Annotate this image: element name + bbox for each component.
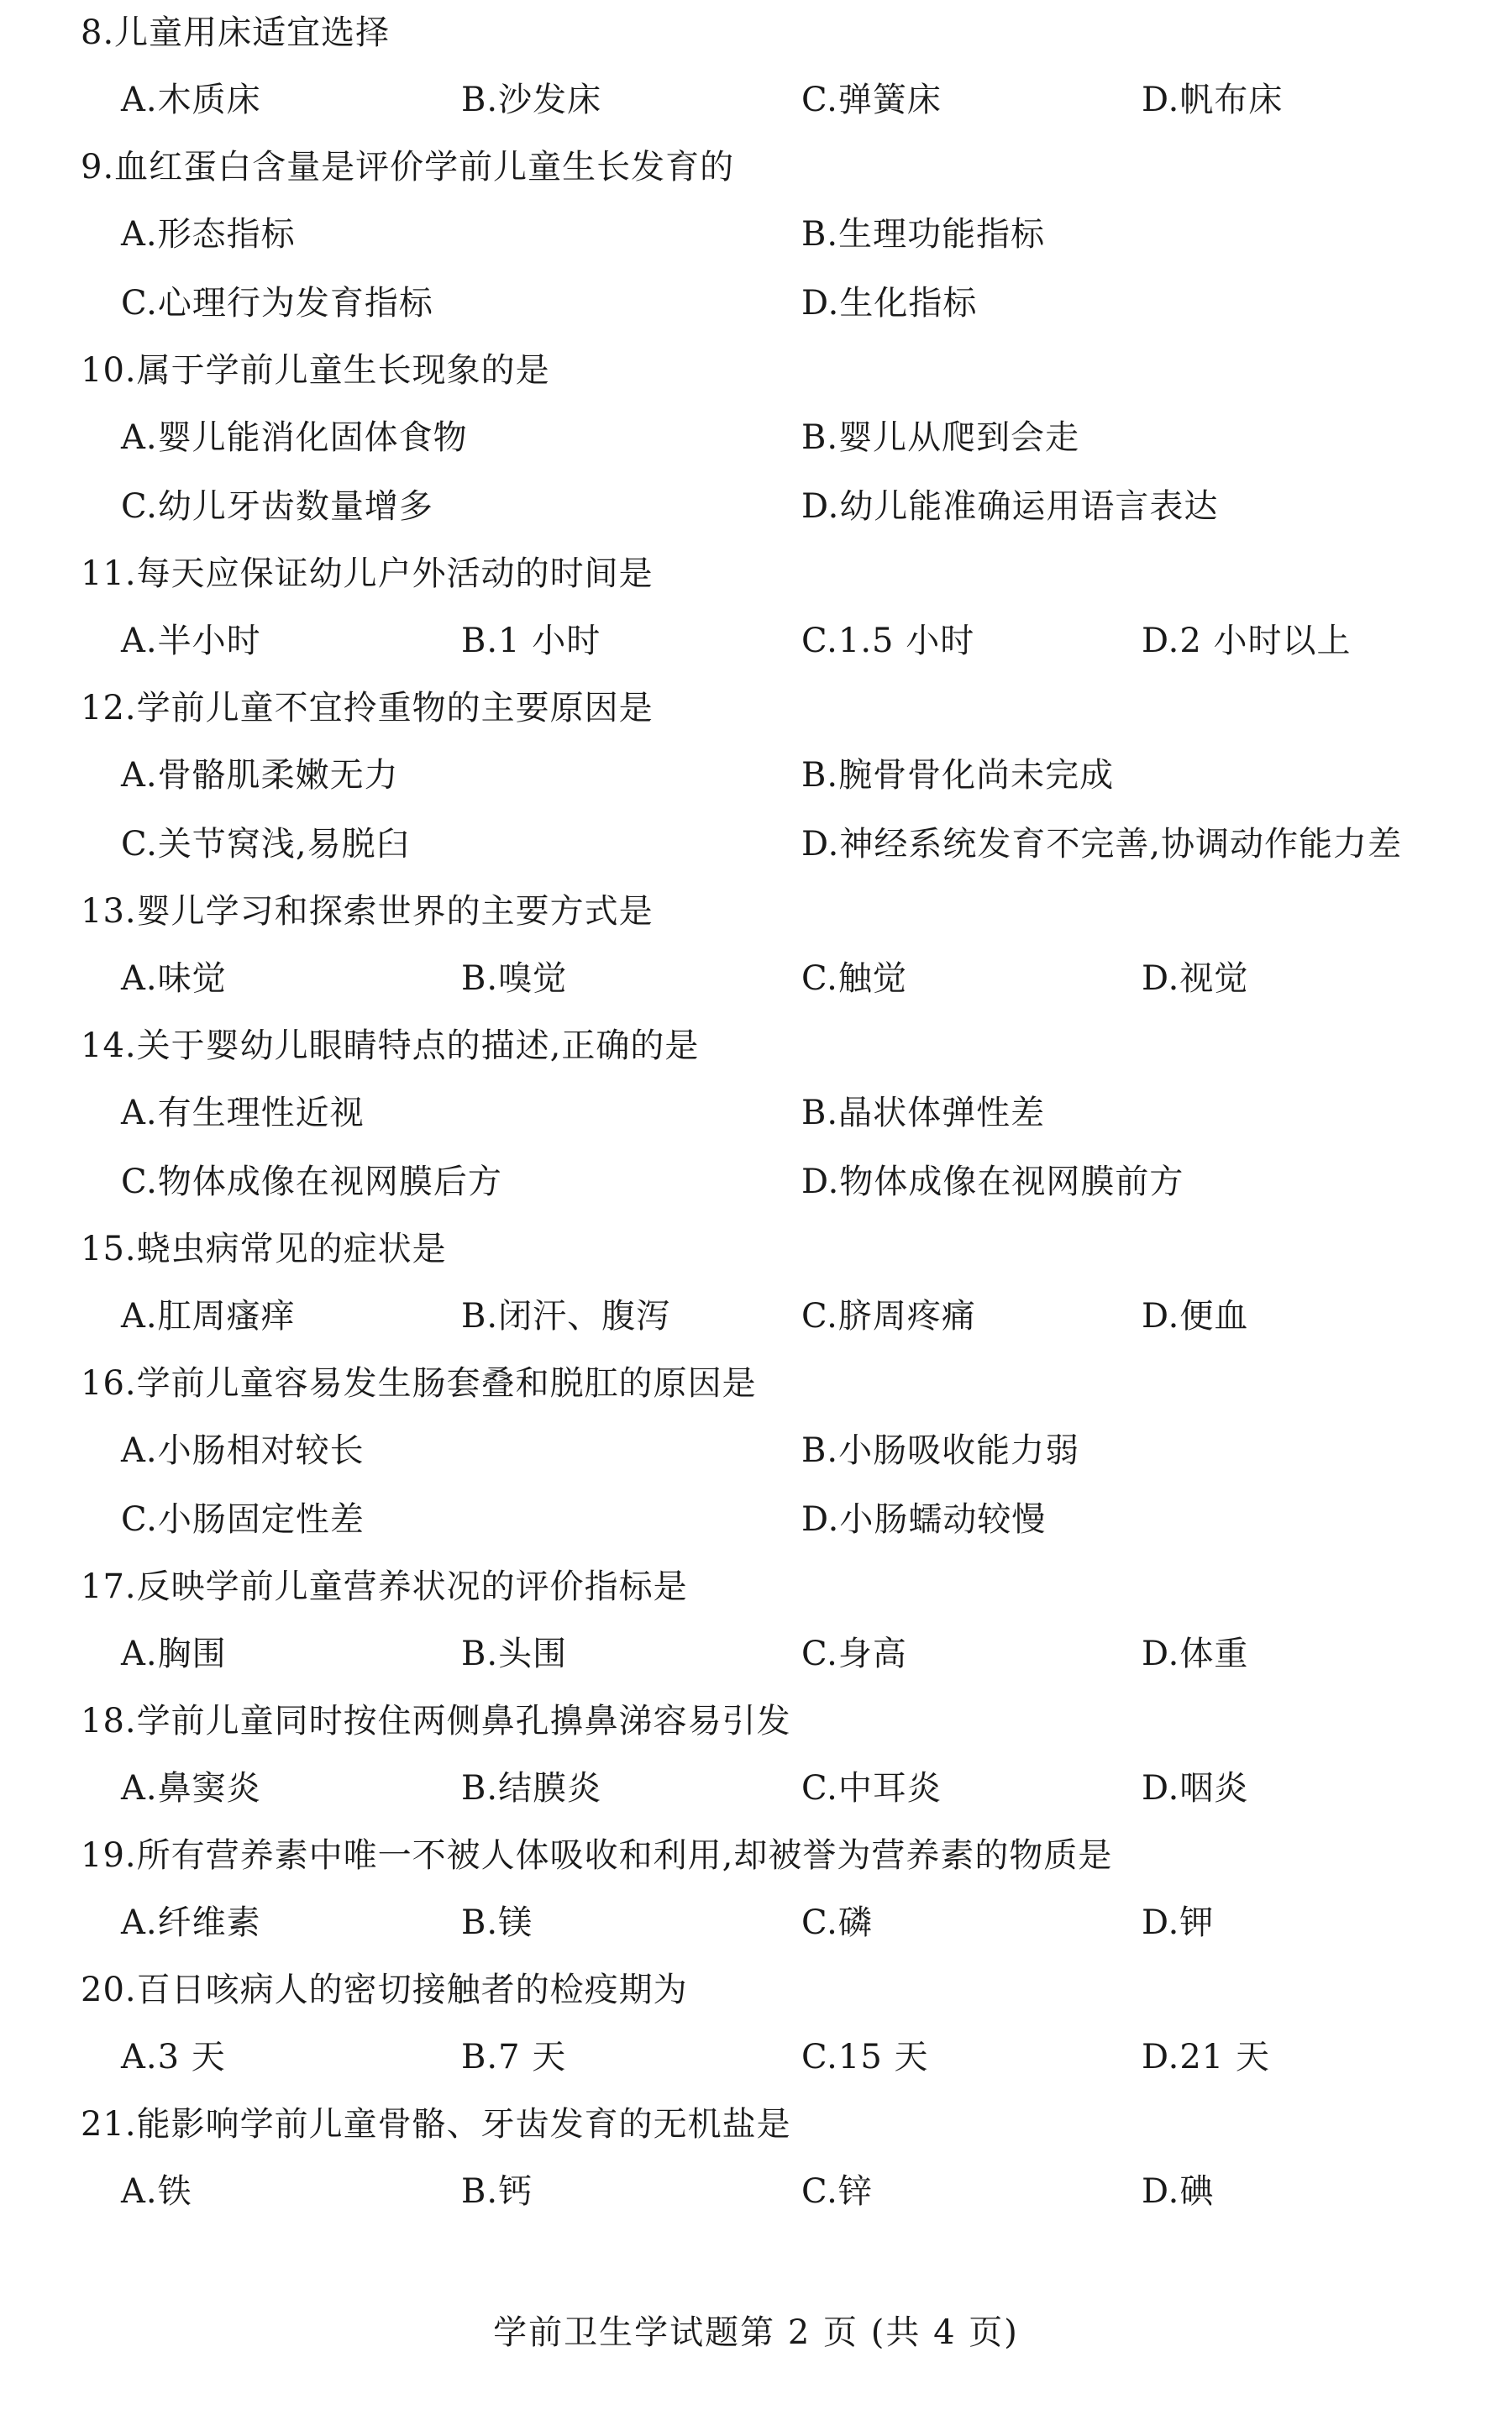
answer-option: C.1.5 小时: [801, 622, 975, 660]
option-group: [81, 1079, 1441, 1216]
answer-option: D.物体成像在视网膜前方: [801, 1163, 1184, 1201]
question-stem: 17.反映学前儿童营养状况的评价指标是: [81, 1567, 688, 1606]
question-stem: 13.婴儿学习和探索世界的主要方式是: [81, 892, 654, 931]
answer-option: B.闭汗、腹泻: [461, 1297, 671, 1336]
answer-option: A.形态指标: [121, 215, 296, 254]
option-group: [81, 1620, 1441, 1688]
answer-option: A.肛周瘙痒: [121, 1297, 296, 1336]
question-stem: 15.蛲虫病常见的症状是: [81, 1230, 447, 1268]
question-stem: 16.学前儿童容易发生肠套叠和脱肛的原因是: [81, 1364, 757, 1403]
answer-option: C.身高: [801, 1635, 907, 1673]
answer-option: D.2 小时以上: [1142, 622, 1352, 660]
answer-option: C.物体成像在视网膜后方: [121, 1163, 502, 1201]
answer-option: B.小肠吸收能力弱: [801, 1431, 1080, 1470]
question-stem: 14.关于婴幼儿眼睛特点的描述,正确的是: [81, 1026, 700, 1065]
question-stem: 18.学前儿童同时按住两侧鼻孔擤鼻涕容易引发: [81, 1702, 791, 1740]
question-item: [81, 1216, 1441, 1351]
answer-option: B.婴儿从爬到会走: [801, 418, 1080, 457]
answer-option: A.3 天: [121, 2038, 226, 2076]
question-stem: 11.每天应保证幼儿户外活动的时间是: [81, 554, 654, 593]
answer-option: D.视觉: [1142, 959, 1249, 998]
answer-option: D.钾: [1142, 1903, 1215, 1942]
question-item: [81, 2092, 1441, 2226]
answer-option: B.生理功能指标: [801, 215, 1046, 254]
answer-option: D.咽炎: [1142, 1769, 1249, 1808]
answer-option: C.磷: [801, 1903, 873, 1942]
question-stem: 8.儿童用床适宜选择: [81, 13, 391, 52]
answer-option: A.纤维素: [121, 1903, 261, 1942]
answer-option: A.木质床: [121, 81, 261, 119]
answer-option: C.心理行为发育指标: [121, 284, 433, 323]
option-group: [81, 66, 1441, 134]
answer-option: C.触觉: [801, 959, 907, 998]
answer-option: A.骨骼肌柔嫩无力: [121, 756, 399, 795]
answer-option: A.婴儿能消化固体食物: [121, 418, 468, 457]
answer-option: D.21 天: [1142, 2038, 1270, 2076]
answer-option: C.锌: [801, 2172, 873, 2211]
answer-option: A.铁: [121, 2172, 192, 2211]
answer-option: C.脐周疼痛: [801, 1297, 976, 1336]
answer-option: A.有生理性近视: [121, 1094, 365, 1132]
answer-option: C.中耳炎: [801, 1769, 942, 1808]
option-group: [81, 200, 1441, 338]
question-item: [81, 1957, 1441, 2092]
answer-option: C.关节窝浅,易脱臼: [121, 825, 411, 864]
answer-option: A.小肠相对较长: [121, 1431, 365, 1470]
answer-option: A.胸围: [121, 1635, 227, 1673]
question-item: [81, 338, 1441, 541]
page-footer: 学前卫生学试题第 2 页 (共 4 页): [493, 2313, 1019, 2352]
answer-option: C.弹簧床: [801, 81, 942, 119]
answer-option: D.幼儿能准确运用语言表达: [801, 487, 1219, 526]
answer-option: B.镁: [461, 1903, 533, 1942]
option-group: [81, 1754, 1441, 1823]
question-item: [81, 675, 1441, 879]
answer-option: B.头围: [461, 1635, 568, 1673]
option-group: [81, 944, 1441, 1013]
option-group: [81, 1416, 1441, 1554]
question-item: [81, 1688, 1441, 1823]
answer-option: D.碘: [1142, 2172, 1215, 2211]
answer-option: B.结膜炎: [461, 1769, 602, 1808]
answer-option: D.小肠蠕动较慢: [801, 1500, 1047, 1539]
question-item: [81, 134, 1441, 338]
question-stem: 9.血红蛋白含量是评价学前儿童生长发育的: [81, 148, 735, 186]
option-group: [81, 1888, 1441, 1957]
answer-option: B.1 小时: [461, 622, 601, 660]
answer-option: C.小肠固定性差: [121, 1500, 365, 1539]
answer-option: A.半小时: [121, 622, 261, 660]
question-item: [81, 1351, 1441, 1554]
question-item: [81, 541, 1441, 675]
answer-option: C.幼儿牙齿数量增多: [121, 487, 433, 526]
question-item: [81, 0, 1441, 134]
answer-option: C.15 天: [801, 2038, 929, 2076]
question-item: [81, 1823, 1441, 1957]
answer-option: B.钙: [461, 2172, 533, 2211]
option-group: [81, 403, 1441, 541]
answer-option: D.体重: [1142, 1635, 1249, 1673]
question-stem: 12.学前儿童不宜拎重物的主要原因是: [81, 689, 654, 727]
answer-option: A.鼻窦炎: [121, 1769, 261, 1808]
answer-option: D.神经系统发育不完善,协调动作能力差: [801, 825, 1403, 864]
option-group: [81, 606, 1441, 675]
option-group: [81, 741, 1441, 879]
answer-option: D.生化指标: [801, 284, 978, 323]
question-stem: 10.属于学前儿童生长现象的是: [81, 351, 550, 390]
question-item: [81, 1013, 1441, 1216]
answer-option: D.帆布床: [1142, 81, 1284, 119]
question-item: [81, 1554, 1441, 1688]
answer-option: B.腕骨骨化尚未完成: [801, 756, 1115, 795]
question-stem: 21.能影响学前儿童骨骼、牙齿发育的无机盐是: [81, 2105, 791, 2144]
option-group: [81, 2023, 1441, 2092]
option-group: [81, 1282, 1441, 1351]
answer-option: B.晶状体弹性差: [801, 1094, 1046, 1132]
question-item: [81, 879, 1441, 1013]
answer-option: A.味觉: [121, 959, 227, 998]
answer-option: D.便血: [1142, 1297, 1249, 1336]
question-stem: 19.所有营养素中唯一不被人体吸收和利用,却被誉为营养素的物质是: [81, 1836, 1113, 1875]
answer-option: B.7 天: [461, 2038, 567, 2076]
answer-option: B.嗅觉: [461, 959, 568, 998]
question-list: [81, 0, 1441, 2226]
option-group: [81, 2157, 1441, 2226]
answer-option: B.沙发床: [461, 81, 602, 119]
question-stem: 20.百日咳病人的密切接触者的检疫期为: [81, 1971, 688, 2009]
